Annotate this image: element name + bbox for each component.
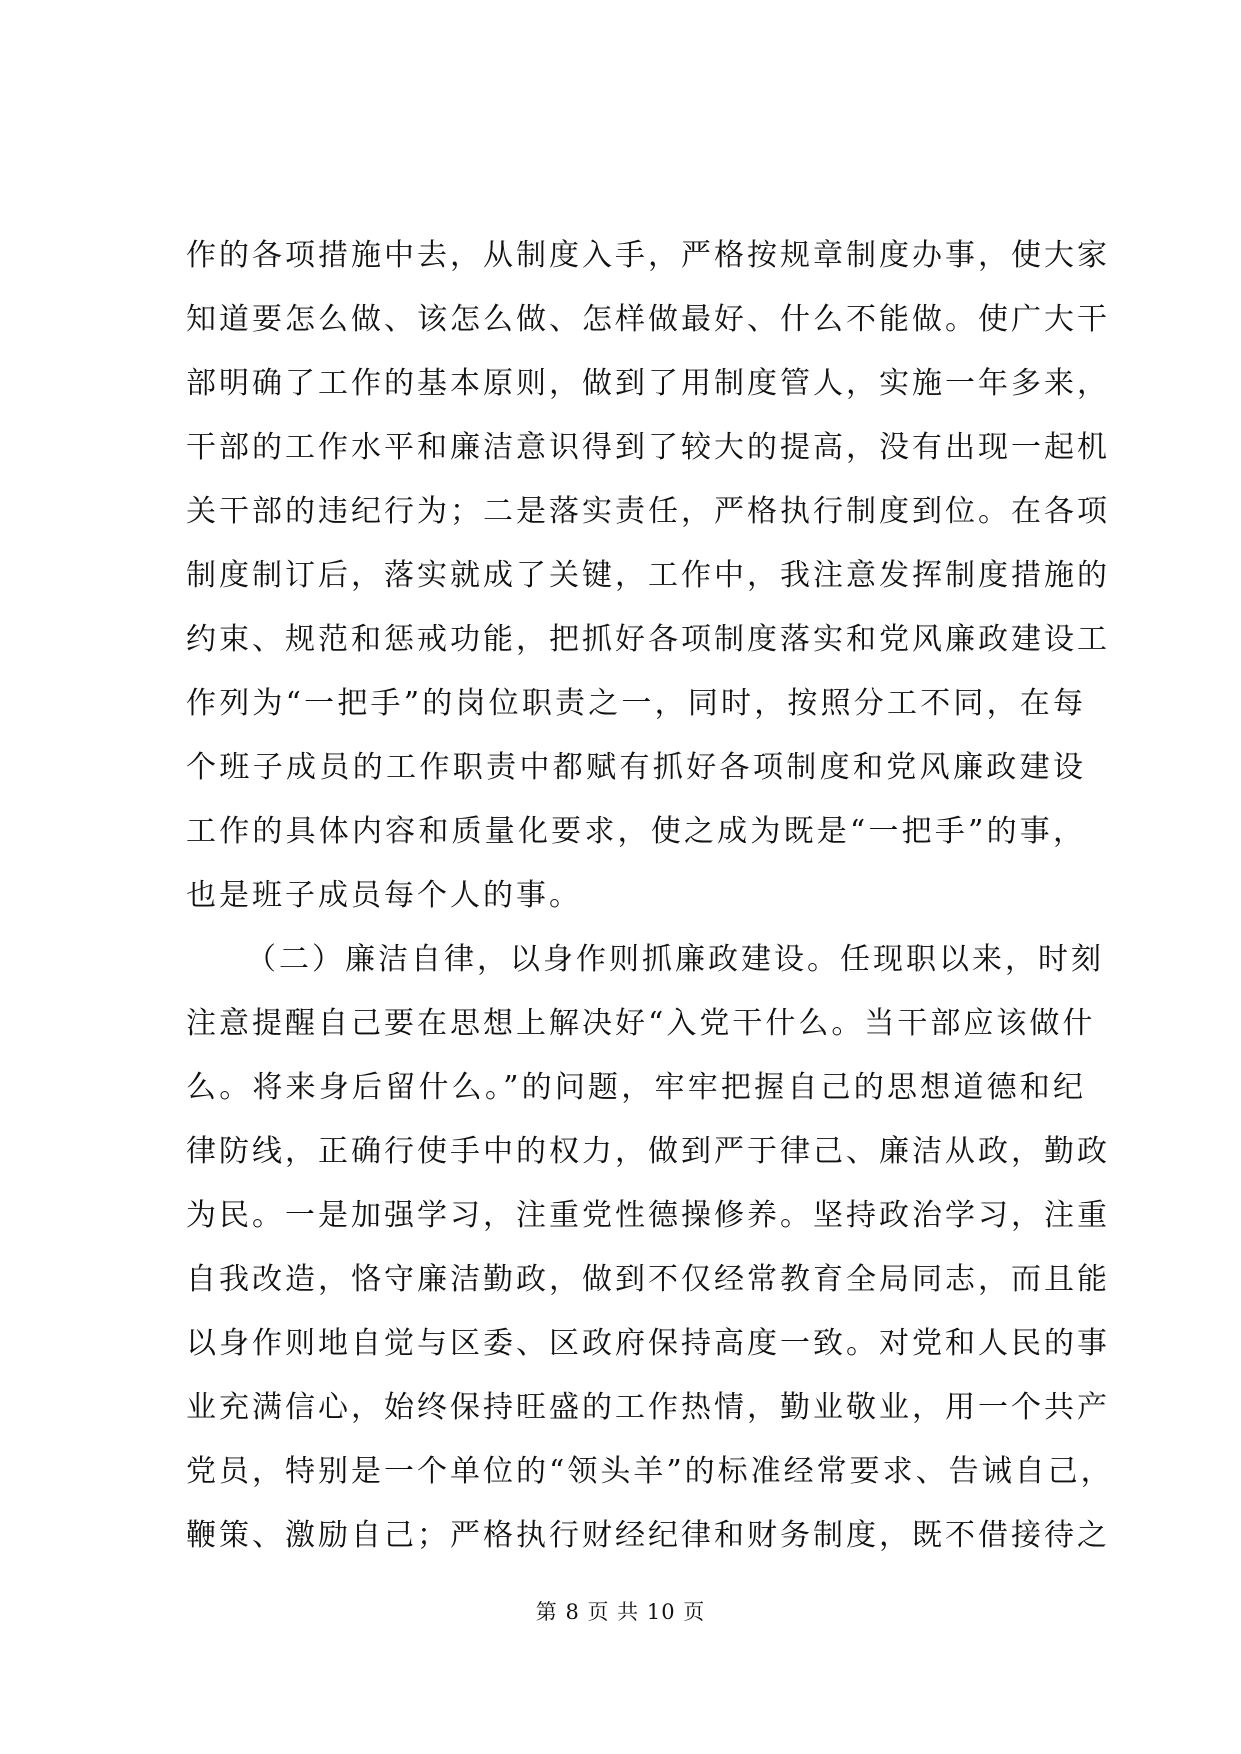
text-line: 也是班子成员每个人的事。 — [186, 878, 582, 913]
text-line: 约束、规范和惩戒功能，把抓好各项制度落实和党风廉政建设工 — [186, 622, 1110, 657]
text-line: 么。将来身后留什么。”的问题，牢牢把握自己的思想道德和纪 — [186, 1070, 1086, 1105]
text-line: 关干部的违纪行为；二是落实责任，严格执行制度到位。在各项 — [186, 494, 1110, 529]
text-line: 以身作则地自觉与区委、区政府保持高度一致。对党和人民的事 — [186, 1326, 1110, 1361]
text-line: 知道要怎么做、该怎么做、怎样做最好、什么不能做。使广大干 — [186, 302, 1110, 337]
text-line: 部明确了工作的基本原则，做到了用制度管人，实施一年多来， — [186, 366, 1110, 401]
text-line: 为民。一是加强学习，注重党性德操修养。坚持政治学习，注重 — [186, 1198, 1110, 1233]
body-text — [186, 224, 1114, 1568]
text-line: 鞭策、激励自己；严格执行财经纪律和财务制度，既不借接待之 — [186, 1518, 1110, 1553]
text-line: 律防线，正确行使手中的权力，做到严于律己、廉洁从政，勤政 — [186, 1134, 1110, 1169]
text-line: 党员，特别是一个单位的“领头羊”的标准经常要求、告诫自己， — [186, 1454, 1114, 1489]
text-line: 个班子成员的工作职责中都赋有抓好各项制度和党风廉政建设 — [186, 750, 1086, 785]
text-line: 作列为“一把手”的岗位职责之一，同时，按照分工不同，在每 — [186, 686, 1086, 721]
page-number-footer: 第 8 页 共 10 页 — [535, 1600, 706, 1624]
text-line: （二）廉洁自律，以身作则抓廉政建设。任现职以来，时刻 — [246, 942, 1104, 977]
text-line: 工作的具体内容和质量化要求，使之成为既是“一把手”的事， — [186, 814, 1086, 849]
text-line: 制度制订后，落实就成了关键，工作中，我注意发挥制度措施的 — [186, 558, 1110, 593]
text-line: 作的各项措施中去，从制度入手，严格按规章制度办事，使大家 — [186, 238, 1110, 273]
text-line: 注意提醒自己要在思想上解决好“入党干什么。当干部应该做什 — [186, 1006, 1096, 1041]
text-line: 业充满信心，始终保持旺盛的工作热情，勤业敬业，用一个共产 — [186, 1390, 1110, 1425]
text-line: 干部的工作水平和廉洁意识得到了较大的提高，没有出现一起机 — [186, 430, 1110, 465]
text-line: 自我改造，恪守廉洁勤政，做到不仅经常教育全局同志，而且能 — [186, 1262, 1110, 1297]
